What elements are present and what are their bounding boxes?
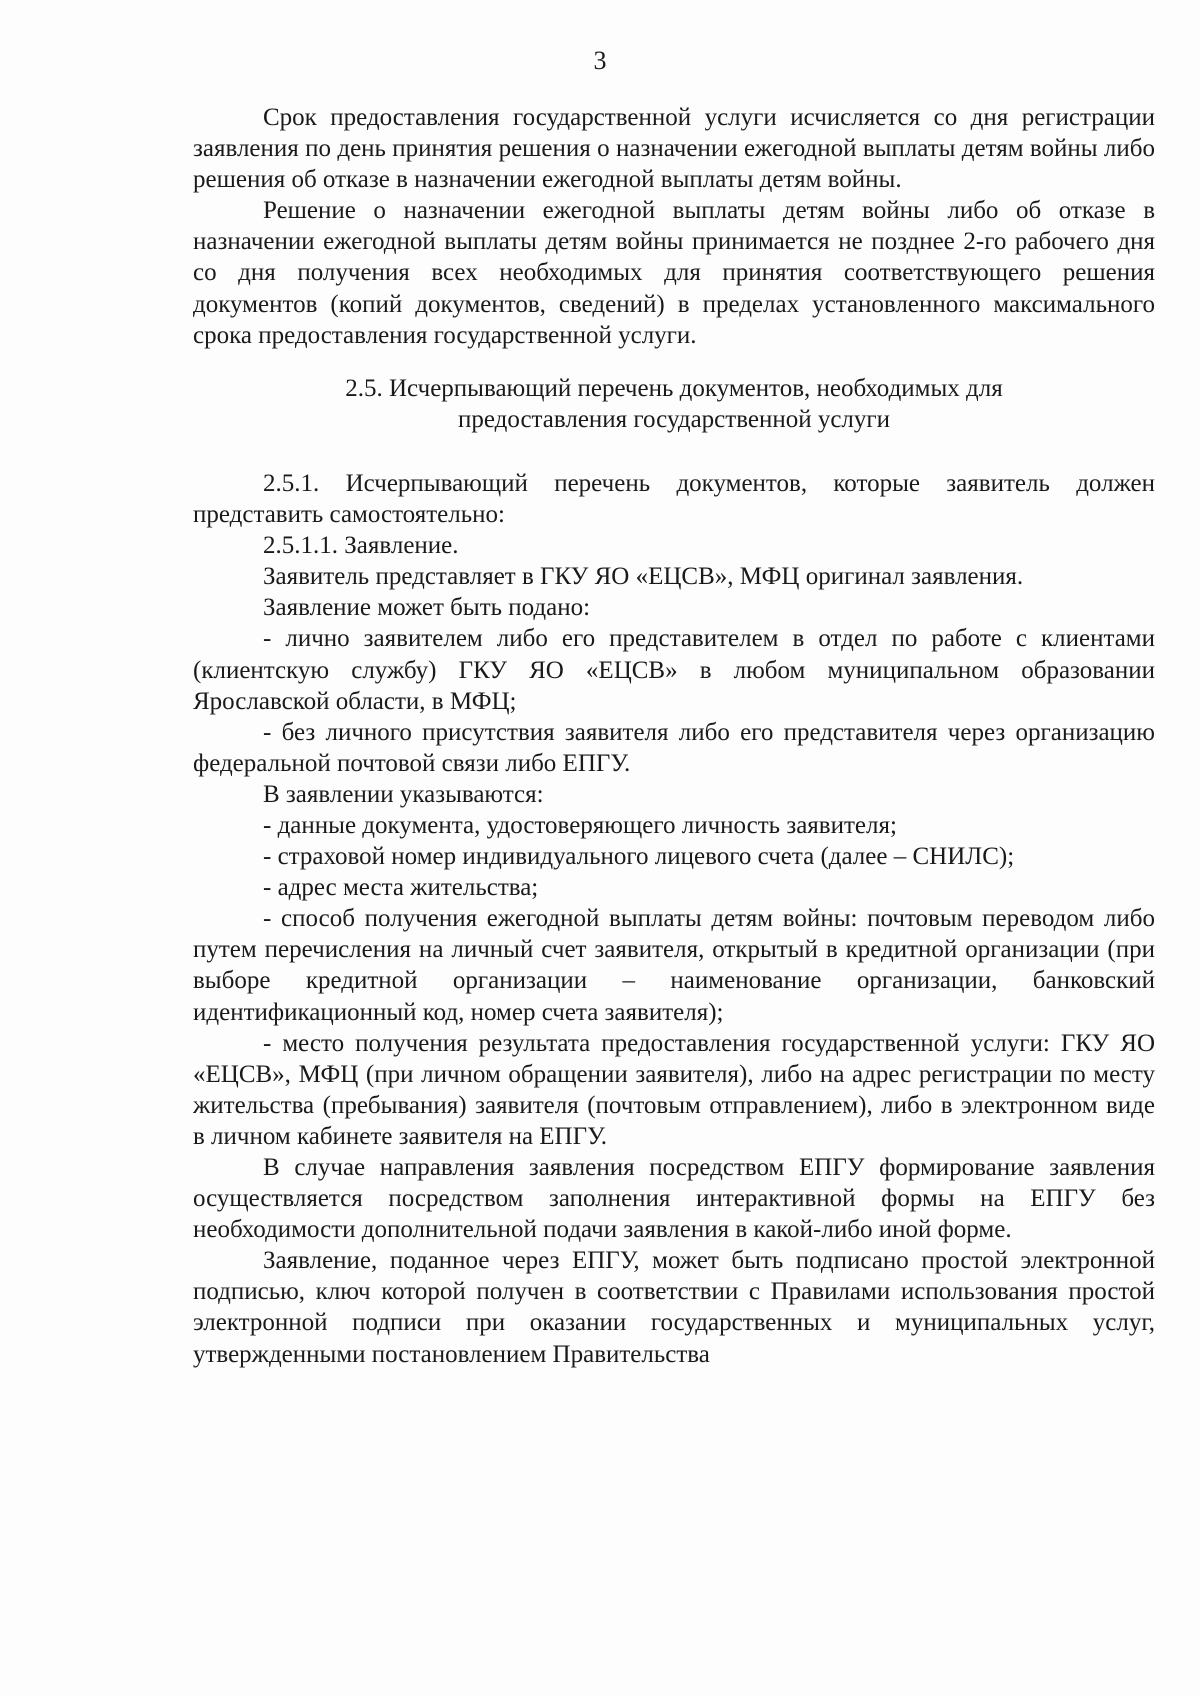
- list-item-identity-document: - данные документа, удостоверяющего личность заявителя;: [263, 811, 897, 839]
- paragraph-electronic-signature: Заявление, поданное через ЕПГУ, может быть подписано простой электронной подписью, ключ которой получен в соответствии с Правилами использования простой электронной подписи при оказании государственных и муниципальных услуг, утвержденными постановлением Правительства: [193, 1247, 1155, 1368]
- list-item-result-location: - место получения результата предоставления государственной услуги: ГКУ ЯО «ЕЦСВ», МФЦ (при личном обращении заявителя), либо на адрес регистрации по месту жительства (пребывания) заявителя (почтовым отправлением), либо в электронном виде в личном кабинете заявителя на ЕПГУ.: [193, 1029, 1155, 1150]
- paragraph-may-be-submitted: Заявление может быть подано:: [263, 594, 591, 622]
- paragraph-application-contents: В заявлении указываются:: [263, 780, 544, 808]
- paragraph-epgu-form: В случае направления заявления посредством ЕПГУ формирование заявления осуществляется посредством заполнения интерактивной формы на ЕПГУ без необходимости дополнительной подачи заявления в какой-либо иной форме.: [193, 1154, 1155, 1244]
- list-item-snils: - страховой номер индивидуального лицевого счета (далее – СНИЛС);: [263, 843, 1015, 871]
- paragraph-2-5-1: 2.5.1. Исчерпывающий перечень документов, которые заявитель должен представить самостоятельно:: [193, 469, 1155, 529]
- section-heading-line2: предоставления государственной услуги: [457, 405, 891, 433]
- list-item-in-person: - лично заявителем либо его представителем в отдел по работе с клиентами (клиентскую службу) ГКУ ЯО «ЕЦСВ» в любом муниципальном образовании Ярославской области, в МФЦ;: [193, 625, 1155, 715]
- paragraph-service-term: Срок предоставления государственной услуги исчисляется со дня регистрации заявления по день принятия решения о назначении ежегодной выплаты детям войны либо решения об отказе в назначении ежегодной выплаты детям войны.: [193, 104, 1155, 194]
- list-item-payment-method: - способ получения ежегодной выплаты детям войны: почтовым переводом либо путем перечисления на личный счет заявителя, открытый в кредитной организации (при выборе кредитной организации – наименование организации, банковский идентификационный код, номер счета заявителя);: [193, 905, 1155, 1026]
- section-heading-line1: 2.5. Исчерпывающий перечень документов, необходимых для: [345, 374, 1003, 402]
- list-item-remote: - без личного присутствия заявителя либо его представителя через организацию федеральной почтовой связи либо ЕПГУ.: [193, 718, 1155, 777]
- document-body: [193, 102, 1155, 1370]
- section-heading: [193, 373, 1155, 435]
- paragraph-original-application: Заявитель представляет в ГКУ ЯО «ЕЦСВ», МФЦ оригинал заявления.: [263, 563, 1024, 591]
- list-item-address: - адрес места жительства;: [263, 874, 539, 902]
- paragraph-2-5-1-1: 2.5.1.1. Заявление.: [263, 532, 459, 560]
- page-number: 3: [593, 46, 607, 75]
- paragraph-decision-term: Решение о назначении ежегодной выплаты детям войны либо об отказе в назначении ежегодной выплаты детям войны принимается не позднее 2-го рабочего дня со дня получения всех необходимых для принятия соответствующего решения документов (копий документов, сведений) в пределах установленного максимального срока предоставления государственной услуги.: [193, 197, 1155, 349]
